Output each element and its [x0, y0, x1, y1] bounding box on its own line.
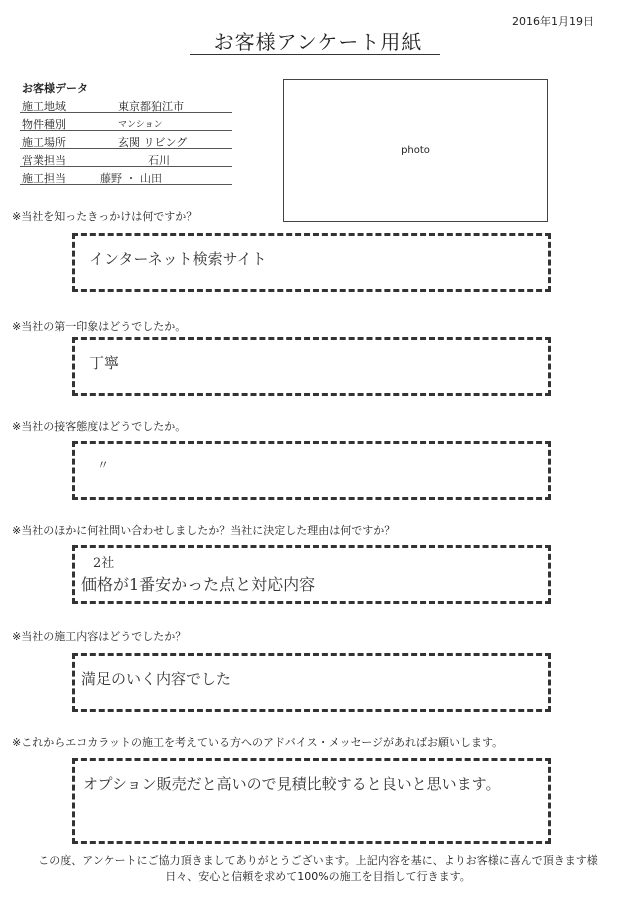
answer-box-5 — [72, 653, 551, 712]
row-value: マンション — [118, 120, 163, 130]
answer-box-2 — [72, 337, 551, 396]
row-label: 施工場所 — [22, 136, 66, 149]
answer-4-line-2: 価格が1番安かった点と対応内容 — [81, 575, 316, 594]
customer-row-installer — [20, 168, 232, 185]
title-underline — [190, 54, 440, 55]
answer-5: 満足のいく内容でした — [81, 670, 232, 688]
page-title: お客様アンケート用紙 — [213, 30, 423, 54]
answer-3: 〃 — [97, 458, 110, 472]
photo-label: photo — [401, 145, 430, 156]
answer-box-1 — [72, 233, 551, 292]
row-value: 玄関 リビング — [118, 136, 188, 149]
survey-date: 2016年1月19日 — [512, 15, 594, 28]
answer-4-line-1: 2社 — [93, 556, 115, 571]
row-label: 施工担当 — [22, 172, 66, 185]
row-value-handwritten: 藤野 ・ 山田 — [100, 172, 162, 185]
customer-row-property-type — [20, 114, 232, 131]
question-3: ※当社の接客態度はどうでしたか。 — [12, 420, 187, 433]
footer-line-1: この度、アンケートにご協力頂きましてありがとうございます。上記内容を基に、よりお客様に喜んで頂きます様 — [38, 854, 598, 867]
question-6: ※これからエコカラットの施工を考えている方へのアドバイス・メッセージがあればお願いします。 — [12, 736, 504, 749]
question-4: ※当社のほかに何社問い合わせしましたか？当社に決定した理由は何ですか？ — [12, 524, 396, 537]
answer-box-3 — [72, 441, 551, 500]
customer-row-area — [20, 96, 232, 113]
row-value: 石川 — [148, 154, 170, 167]
answer-box-4 — [72, 545, 551, 604]
question-1: ※当社を知ったきっかけは何ですか？ — [12, 210, 198, 223]
answer-2: 丁寧 — [89, 354, 120, 372]
footer-line-2: 日々、安心と信頼を求めて100%の施工を目指して行きます。 — [165, 870, 471, 883]
customer-row-location — [20, 132, 232, 149]
customer-data-heading: お客様データ — [22, 82, 88, 95]
question-5: ※当社の施工内容はどうでしたか？ — [12, 630, 187, 643]
answer-1: インターネット検索サイト — [89, 250, 267, 268]
customer-row-sales — [20, 150, 232, 167]
row-value: 東京都狛江市 — [118, 100, 184, 113]
question-2: ※当社の第一印象はどうでしたか。 — [12, 320, 187, 333]
row-label: 施工地域 — [22, 100, 66, 113]
answer-6: オプション販売だと高いので見積比較すると良いと思います。 — [83, 775, 501, 793]
row-label: 営業担当 — [22, 154, 66, 167]
answer-box-6 — [72, 758, 551, 844]
row-label: 物件種別 — [22, 118, 66, 131]
photo-placeholder — [283, 79, 548, 222]
